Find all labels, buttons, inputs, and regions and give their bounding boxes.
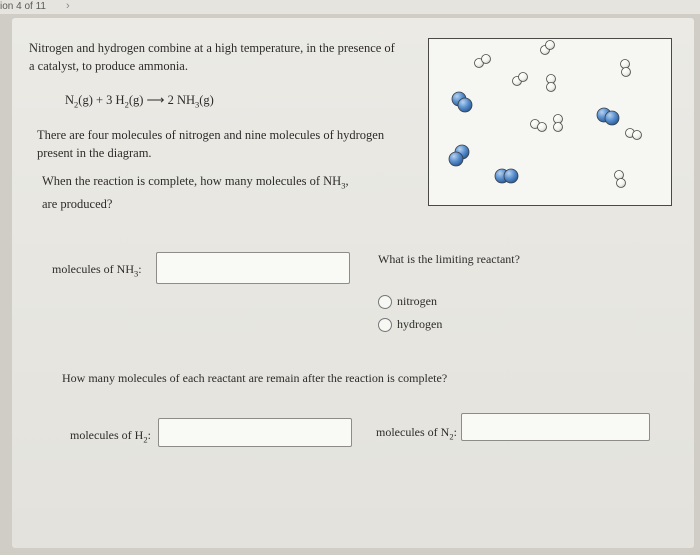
remaining-question: How many molecules of each reactant are remain after the reaction is complete? <box>62 371 448 385</box>
nitrogen-molecule <box>597 108 619 125</box>
nitrogen-molecule <box>452 92 472 112</box>
n2-answer-input[interactable] <box>461 413 650 441</box>
hydrogen-molecule <box>554 115 563 132</box>
radio-hydrogen[interactable] <box>378 318 392 332</box>
h2-label: molecules of $H_2$: <box>70 428 151 445</box>
hydrogen-molecule <box>621 60 631 77</box>
nitrogen-molecule <box>495 169 518 183</box>
h2-answer-input[interactable] <box>158 418 352 447</box>
hydrogen-molecule <box>541 41 555 55</box>
hydrogen-molecule <box>626 129 642 140</box>
reaction-arrow-icon: ⟶ <box>146 93 165 107</box>
hydrogen-molecule <box>615 171 626 188</box>
chevron-right-icon[interactable]: › <box>66 0 70 12</box>
intro-text: Nitrogen and hydrogen combine at a high temperature, in the presence of a catalyst, to produce ammonia. <box>29 41 395 73</box>
nh3-label: molecules of $NH_3$: <box>52 262 142 279</box>
n2-label: molecules of $N_2$: <box>376 425 457 442</box>
molecule-count-text: There are four molecules of nitrogen and nine molecules of hydrogen present in the diagram. <box>37 128 385 160</box>
nitrogen-molecule <box>449 145 469 166</box>
hydrogen-molecule <box>547 75 556 92</box>
limiting-reactant-question: What is the limiting reactant? <box>378 252 520 266</box>
radio-hydrogen-label[interactable]: hydrogen <box>397 317 443 331</box>
nh3-answer-input[interactable] <box>156 252 350 284</box>
molecule-diagram <box>428 38 672 206</box>
molecule-diagram-svg <box>429 39 671 205</box>
top-bar <box>0 0 700 14</box>
question-counter: ion 4 of 11 <box>0 1 46 12</box>
hydrogen-molecule <box>513 73 528 86</box>
radio-nitrogen[interactable] <box>378 295 392 309</box>
product-question: When the reaction is complete, how many molecules of $NH_3$, are produced? <box>42 174 349 211</box>
reaction-equation: $N_2(g) + 3$ $H_2(g)$ ⟶ 2 $NH_3(g)$ <box>65 93 214 110</box>
radio-nitrogen-label[interactable]: nitrogen <box>397 294 437 308</box>
hydrogen-molecule <box>531 120 547 132</box>
hydrogen-molecule <box>475 55 491 68</box>
